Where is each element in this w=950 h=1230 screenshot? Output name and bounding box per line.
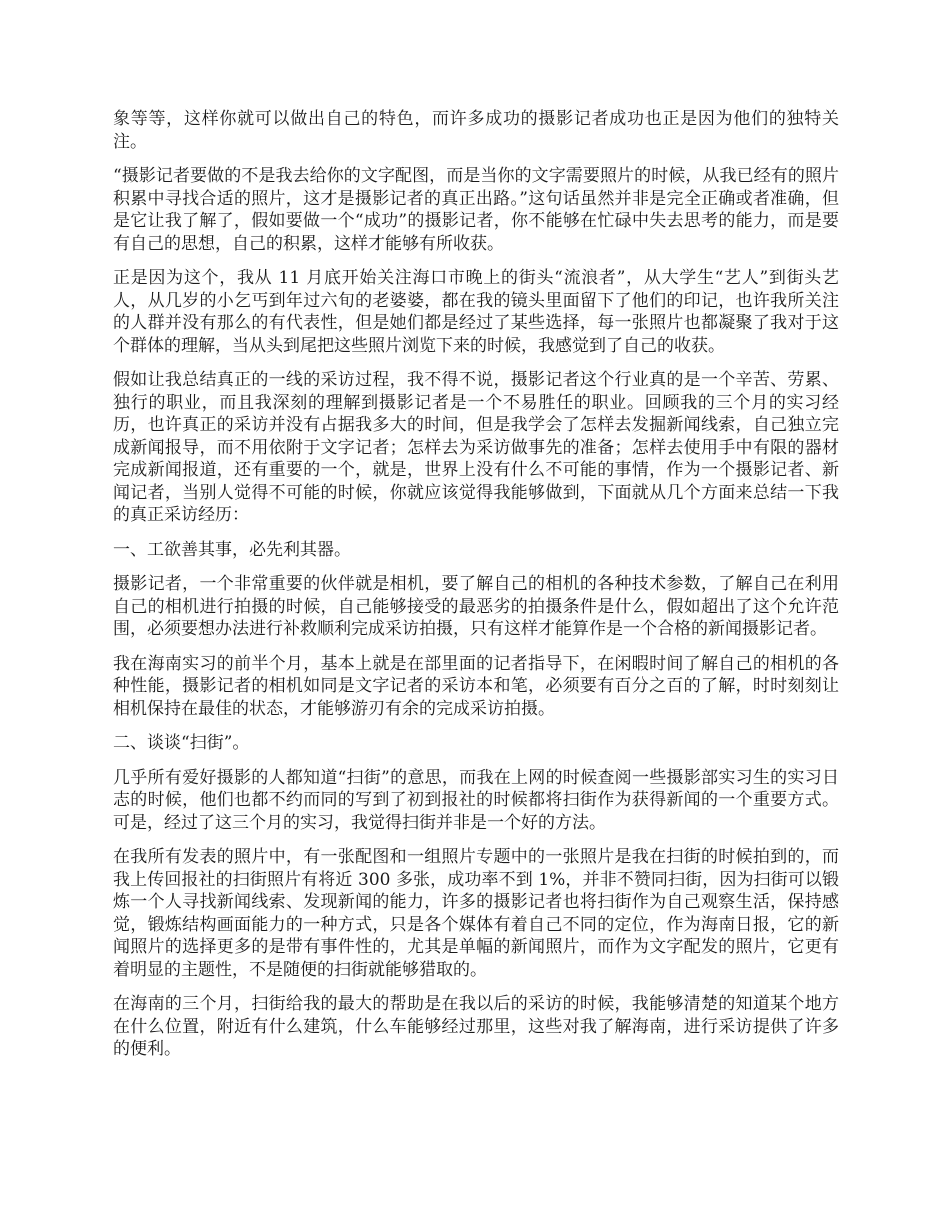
paragraph: 在海南的三个月，扫街给我的最大的帮助是在我以后的采访的时候，我能够清楚的知道某个地方在什么位置，附近有什么建筑，什么车能够经过那里，这些对我了解海南，进行采访提供了许多的便利。 bbox=[113, 994, 839, 1059]
paragraph: 几乎所有爱好摄影的人都知道“扫街”的意思，而我在上网的时候查阅一些摄影部实习生的实习日志的时候，他们也都不约而同的写到了初到报社的时候都将扫街作为获得新闻的一个重要方式。可是，经过了这三个月的实习，我觉得扫街并非是一个好的方法。 bbox=[113, 767, 839, 833]
paragraph: “摄影记者要做的不是我去给你的文字配图，而是当你的文字需要照片的时候，从我已经有的照片积累中寻找合适的照片，这才是摄影记者的真正出路。”这句话虽然并非是完全正确或者准确，但是它让我了解了，假如要做一个“成功”的摄影记者，你不能够在忙碌中失去思考的能力，而是要有自己的思想，自己的积累，这样才能够有所收获。 bbox=[113, 166, 839, 254]
paragraph: 假如让我总结真正的一线的采访过程，我不得不说，摄影记者这个行业真的是一个辛苦、劳累、独行的职业，而且我深刻的理解到摄影记者是一个不易胜任的职业。回顾我的三个月的实习经历，也许真正的采访并没有占据我多大的时间，但是我学会了怎样去发掘新闻线索，自己独立完成新闻报导，而不用依附于文字记者；怎样去为采访做事先的准备；怎样去使用手中有限的器材完成新闻报道，还有重要的一个，就是，世界上没有什么不可能的事情，作为一个摄影记者、新闻记者，当别人觉得不可能的时候，你就应该觉得我能够做到，下面就从几个方面来总结一下我的真正采访经历： bbox=[113, 370, 839, 525]
section-heading: 一、工欲善其事，必先利其器。 bbox=[113, 539, 351, 560]
paragraph: 象等等，这样你就可以做出自己的特色，而许多成功的摄影记者成功也正是因为他们的独特关注。 bbox=[113, 109, 839, 152]
paragraph: 摄影记者，一个非常重要的伙伴就是相机，要了解自己的相机的各种技术参数，了解自己在利用自己的相机进行拍摄的时候，自己能够接受的最恶劣的拍摄条件是什么，假如超出了这个允许范围，必须要想办法进行补救顺利完成采访拍摄，只有这样才能算作是一个合格的新闻摄影记者。 bbox=[113, 574, 839, 639]
section-heading: 二、谈谈“扫街”。 bbox=[113, 733, 250, 753]
paragraph: 在我所有发表的照片中，有一张配图和一组照片专题中的一张照片是我在扫街的时候拍到的，而我上传回报社的扫街照片有将近 300 多张，成功率不到 1%，并非不赞同扫街，因为扫街可以锻炼一个人寻找新闻线索、发现新闻的能力，许多的摄影记者也将扫街作为自己观察生活，保持感觉，锻炼结构画面能力的一种方式，只是各个媒体有着自己不同的定位，作为海南日报，它的新闻照片的选择更多的是带有事件性的，尤其是单幅的新闻照片，而作为文字配发的照片，它更有着明显的主题性，不是随便的扫街就能够猎取的。 bbox=[113, 847, 839, 980]
document-body bbox=[113, 108, 839, 1073]
paragraph: 正是因为这个，我从 11 月底开始关注海口市晚上的街头“流浪者”，从大学生“艺人”到街头艺人，从几岁的小乞丐到年过六旬的老婆婆，都在我的镜头里面留下了他们的印记，也许我所关注的人群并没有那么的有代表性，但是她们都是经过了某些选择，每一张照片也都凝聚了我对于这个群体的理解，当从头到尾把这些照片浏览下来的时候，我感觉到了自己的收获。 bbox=[113, 268, 839, 356]
paragraph: 我在海南实习的前半个月，基本上就是在部里面的记者指导下，在闲暇时间了解自己的相机的各种性能，摄影记者的相机如同是文字记者的采访本和笔，必须要有百分之百的了解，时时刻刻让相机保持在最佳的状态，才能够游刃有余的完成采访拍摄。 bbox=[113, 653, 839, 719]
